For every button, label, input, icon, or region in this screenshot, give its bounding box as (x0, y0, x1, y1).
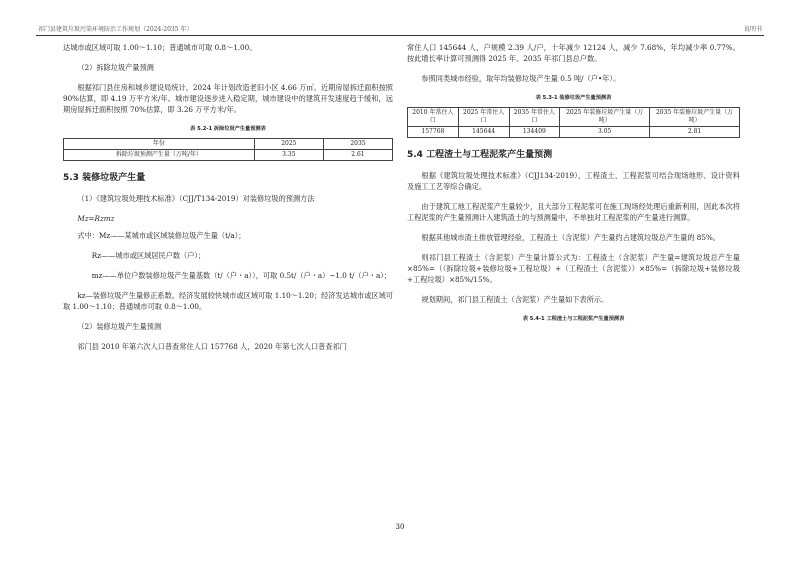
table-row (408, 127, 740, 138)
running-header-section: 说明书 (743, 26, 762, 33)
table-header-cell: 2010 年常住人口 (408, 108, 459, 127)
table-cell: 3.35 (254, 150, 323, 161)
header-rule (36, 35, 764, 36)
paragraph: 根据其他城市渣土排放管理经验，工程渣土（含泥浆）产生量约占建筑垃圾总产生量的 85%。 (421, 233, 720, 242)
paragraph: 达城市或区域可取 1.00～1.10；普通城市可取 0.8～1.00。 (63, 43, 257, 52)
paragraph: 由于建筑工地工程泥浆产生量较少，且大部分工程泥浆可在施工现场经处理后重新利用，因此本次将工程泥浆的产生量预测计入建筑渣土的与预测量中，不单独对工程泥浆的产生量进行测算。 (407, 202, 740, 222)
paragraph: kz—装修垃圾产生量修正系数。经济发展较快城市或区域可取 1.10～1.20；经济发达城市或区域可取 1.00～1.10；普通城市可取 0.8～1.00。 (63, 291, 393, 311)
paragraph: 根据祁门县住房和城乡建设局统计，2024 年计划改造老旧小区 4.66 万㎡。近期房屋拆迁面积按照 90%估算，即 4.19 万平方米/年。城市建设逐步进入稳定期，城市建设中的建筑开发速度趋于缓和，远期房屋拆迁面积按照 70%估算，即 3.26 万平方米/年。 (63, 83, 393, 114)
table-header-cell: 2035 年装修垃圾产生量（万吨） (650, 108, 740, 127)
formula: Mz=Rzmz (77, 214, 115, 223)
table-header-cell: 2035 (323, 139, 392, 150)
page-number: 30 (395, 523, 405, 531)
paragraph: Rz——城市或区域居民户数（户）； (91, 251, 206, 260)
paragraph: 常住人口 145644 人，户规模 2.39 人/户，十年减少 12124 人，减少 7.68%，年均减少率 0.77%。按此增长率计算可预测得 2025 年、2035 年祁门县总户数。 (407, 43, 740, 63)
paragraph: 参照同类城市经验，取年均装修垃圾产生量 0.5 吨/（户•年）。 (421, 74, 621, 83)
table-header-cell: 2025 年常住人口 (458, 108, 509, 127)
paragraph: 则祁门县工程渣土（含泥浆）产生量计算公式为：工程渣土（含泥浆）产生量=建筑垃圾总产生量×85%=（（拆除垃圾+装修垃圾+工程垃圾）+（工程渣土（含泥浆））×85%=（拆除垃圾+装修垃圾+工程垃圾）×85%/15%。 (407, 253, 740, 284)
left-column (63, 42, 393, 361)
paragraph: 式中：Mz——某城市或区域装修垃圾产生量（t/a）； (77, 231, 246, 240)
paragraph: 根据《建筑垃圾处理技术标准》（CJJ134-2019），工程渣土、工程泥浆可结合现场地形、设计资料及施工工艺等综合确定。 (407, 171, 740, 191)
table-caption: 表 5.2-1 拆除垃圾产生量预测表 (190, 126, 266, 132)
paragraph: 祁门县 2010 年第六次人口普查常住人口 157768 人，2020 年第七次人口普查祁门 (77, 342, 347, 351)
table-cell: 3.05 (560, 127, 650, 138)
demolition-waste-table (63, 138, 393, 161)
table-cell: 拆除垃圾预测产生量（万吨/年） (64, 150, 255, 161)
paragraph: 规划期间，祁门县工程渣土（含泥浆）产生量如下表所示。 (421, 295, 609, 304)
table-caption: 表 5.4-1 工程渣土与工程泥浆产生量预测表 (522, 316, 625, 322)
table-cell: 157768 (408, 127, 459, 138)
table-header-cell: 2025 年装修垃圾产生量（万吨） (560, 108, 650, 127)
table-header-cell: 年份 (64, 139, 255, 150)
table-caption: 表 5.3-1 装修垃圾产生量预测表 (535, 95, 612, 101)
table-cell: 2.61 (323, 150, 392, 161)
subheading: （2）拆除垃圾产量预测 (77, 63, 154, 72)
subheading: （2）装修垃圾产生量预测 (77, 322, 162, 331)
running-header-title: 祁门县建筑垃圾污染环境防治工作规划（2024-2035 年） (38, 26, 193, 33)
table-cell: 145644 (458, 127, 509, 138)
table-header-row (408, 108, 740, 127)
table-header-cell: 2035 年常住人口 (509, 108, 560, 127)
table-cell: 2.81 (650, 127, 740, 138)
renovation-waste-table (407, 107, 740, 138)
paragraph: （1）《建筑垃圾处理技术标准》（CJJ/T134-2019）对装修垃圾的预测方法 (77, 194, 315, 203)
section-heading: 5.4 工程渣土与工程泥浆产生量预测 (407, 150, 553, 160)
paragraph: mz——单位户数装修垃圾产生量基数（t/（户・a）），可取 0.5t/（户・a）~1.0 t/（户・a）； (91, 271, 392, 280)
table-cell: 134409 (509, 127, 560, 138)
table-row (64, 150, 393, 161)
right-column (407, 42, 740, 328)
section-heading: 5.3 装修垃圾产生量 (63, 173, 146, 183)
table-header-cell: 2025 (254, 139, 323, 150)
table-header-row (64, 139, 393, 150)
